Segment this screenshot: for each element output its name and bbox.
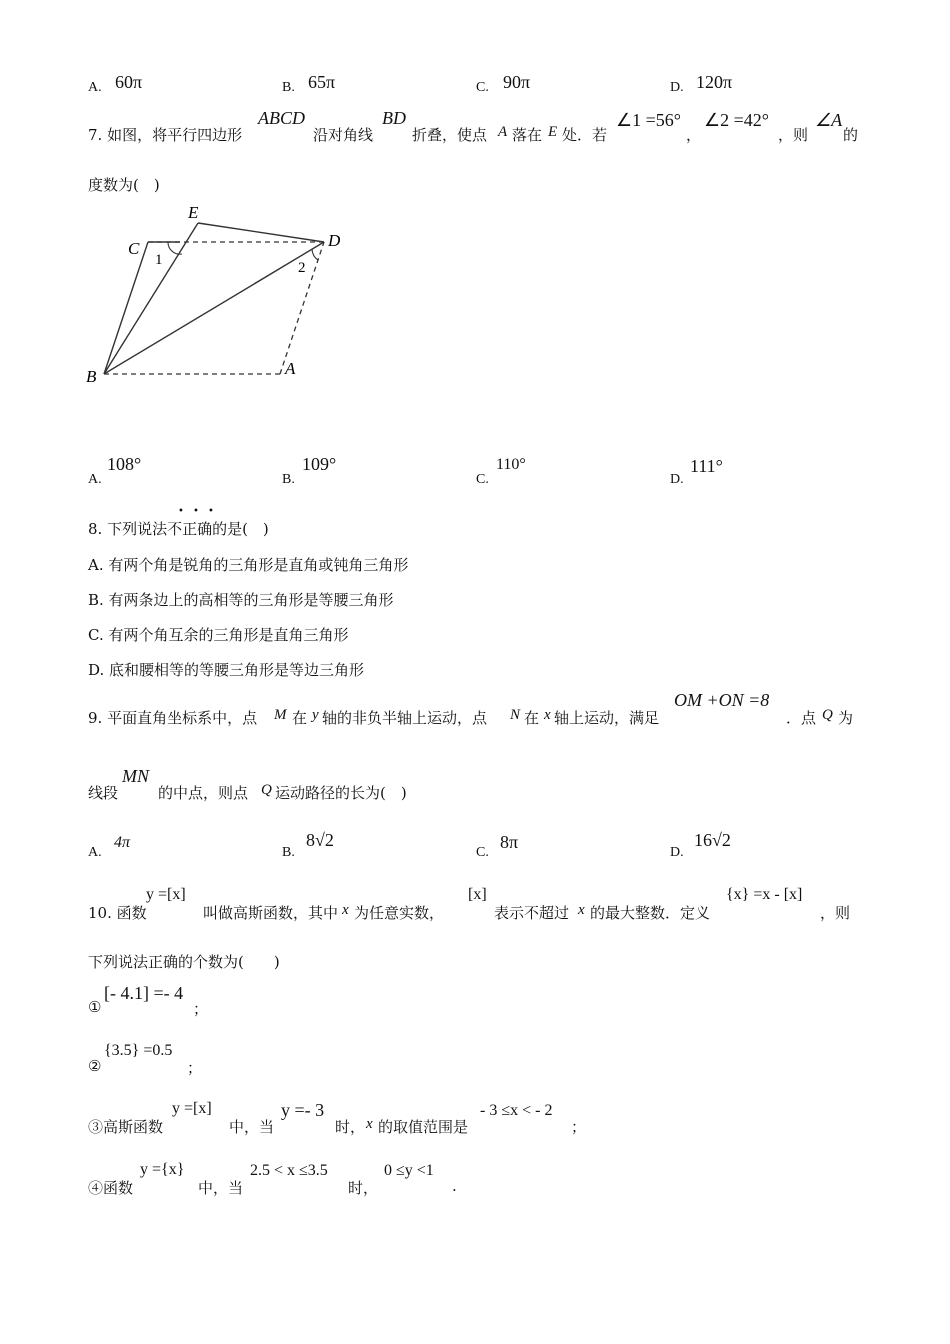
q7-text-3c: 处．若 <box>562 126 608 144</box>
q7-option-a-value: 108° <box>107 454 142 474</box>
q10-s4-c: 时， <box>348 1179 379 1197</box>
q9-var-y: y <box>312 707 319 723</box>
q6-option-b-value: 65π <box>308 72 336 92</box>
q10-text-4: 表示不超过 <box>494 904 570 922</box>
q9-option-a-value: 4π <box>114 834 131 851</box>
q9-text-6: ．点 <box>786 709 817 727</box>
emphasis-dot: • <box>208 506 214 517</box>
q10-s4-b: 中，当 <box>198 1179 244 1197</box>
q10-s3-end: ； <box>571 1118 587 1136</box>
q10-line-2: 下列说法正确的个数为( ) <box>88 953 280 971</box>
q6-option-c-value: 90π <box>503 72 531 92</box>
q7-option-b-value: 109° <box>302 454 337 474</box>
q9-option-c-value: 8π <box>500 832 519 852</box>
q9-option-d-letter: D. <box>670 845 684 860</box>
q9-text-2: 在 <box>292 709 308 727</box>
label-d: D <box>328 231 341 250</box>
q10-text-5: 的最大整数．定义 <box>590 904 711 922</box>
q7-var-e: E <box>548 124 558 140</box>
q7-text-2: 沿对角线 <box>313 126 374 144</box>
label-angle-2: 2 <box>298 260 306 276</box>
q7-option-b-letter: B. <box>282 472 295 487</box>
q7-math-angle-a: ∠A <box>815 110 843 130</box>
emphasis-dot: • <box>193 506 199 517</box>
q9-text-7: 为 <box>838 709 854 727</box>
q10-s4-m3: 0 ≤y <1 <box>384 1162 434 1179</box>
q10-var-x2: x <box>578 902 585 918</box>
q9-var-x: x <box>544 707 551 723</box>
q10-s3-c: 时， <box>335 1118 366 1136</box>
q10-s3-a: ③高斯函数 <box>88 1118 164 1136</box>
q7-option-d-letter: D. <box>670 472 684 487</box>
q10-s3-m2: y =- 3 <box>281 1100 325 1120</box>
q9-var-q2: Q <box>261 782 272 798</box>
q10-text-2: 叫做高斯函数，其中 <box>203 904 339 922</box>
q9-text-5: 轴上运动，满足 <box>554 709 660 727</box>
q9-math-sum: OM +ON =8 <box>674 690 770 710</box>
q7-text-6: 的 <box>843 126 859 144</box>
q6-option-d-value: 120π <box>696 72 733 92</box>
q10-s4-a: ④函数 <box>88 1179 134 1197</box>
q6-option-c-letter: C. <box>476 80 489 95</box>
angle-2-arc <box>312 249 318 260</box>
q10-s3-m1: y =[x] <box>172 1100 212 1117</box>
q9-math-mn: MN <box>122 766 149 786</box>
q10-s3-var-x: x <box>366 1116 373 1132</box>
q6-option-d-letter: D. <box>670 80 684 95</box>
q9-line2-c: 运动路径的长为( ) <box>275 784 407 802</box>
q10-s2-end: ； <box>187 1059 203 1077</box>
q10-s4-m1: y ={x} <box>140 1161 185 1178</box>
q8-stem: 8. 下列说法不正确的是( ) <box>88 520 269 538</box>
q7-math-angle2: ∠2 =42° <box>704 110 769 130</box>
q8-option-a: A. 有两个角是锐角的三角形是直角或钝角三角形 <box>88 556 409 574</box>
q10-s3-b: 中，当 <box>229 1118 275 1136</box>
q7-text-1: 7. 如图，将平行四边形 <box>88 126 243 144</box>
q7-text-5: ，则 <box>778 126 809 144</box>
q7-option-a-letter: A. <box>88 472 102 487</box>
q8-option-d: D. 底和腰相等的等腰三角形是等边三角形 <box>88 661 365 679</box>
q9-line2-a: 线段 <box>88 784 119 802</box>
q9-var-m: M <box>274 707 287 723</box>
q9-var-n: N <box>510 707 521 723</box>
diagonal-bd <box>104 242 324 374</box>
q10-s1-math: [- 4.1] =- 4 <box>104 983 184 1003</box>
label-c: C <box>128 239 140 258</box>
label-b: B <box>86 367 97 386</box>
q6-option-a-letter: A. <box>88 80 102 95</box>
q10-math-def: {x} =x - [x] <box>726 886 803 903</box>
q9-var-q: Q <box>822 707 833 723</box>
q7-text-3b: 落在 <box>512 126 543 144</box>
q10-s4-m2: 2.5 < x ≤3.5 <box>250 1162 328 1179</box>
q6-option-b-letter: B. <box>282 80 295 95</box>
q10-s3-d: 的取值范围是 <box>378 1118 469 1136</box>
q7-text-4: ， <box>686 126 702 144</box>
q10-s4-end: . <box>452 1177 457 1195</box>
q10-s3-m3: - 3 ≤x < - 2 <box>480 1102 553 1119</box>
q10-s1-mark: ① <box>88 998 102 1016</box>
q10-s1-end: ； <box>193 1000 209 1018</box>
q10-text-6: ，则 <box>820 904 851 922</box>
q10-text-1: 10. 函数 <box>88 904 147 922</box>
edge-ed <box>198 223 324 242</box>
q9-option-a-letter: A. <box>88 845 102 860</box>
edge-be <box>104 223 198 374</box>
q7-math-bd: BD <box>382 108 406 128</box>
q7-math-abcd: ABCD <box>258 108 305 128</box>
label-a: A <box>285 359 296 378</box>
q9-option-d-value: 16√2 <box>694 830 731 850</box>
q7-text-3a: 折叠，使点 <box>412 126 488 144</box>
q8-option-b: B. 有两条边上的高相等的三角形是等腰三角形 <box>88 591 394 609</box>
q9-text-1: 9. 平面直角坐标系中，点 <box>88 709 258 727</box>
label-e: E <box>188 203 199 222</box>
q7-line-2: 度数为( ) <box>88 176 160 194</box>
q10-var-x: x <box>342 902 349 918</box>
q10-text-3: 为任意实数， <box>354 904 445 922</box>
q7-option-c-value: 110° <box>496 456 526 473</box>
q9-line2-b: 的中点，则点 <box>158 784 249 802</box>
q8-option-c: C. 有两个角互余的三角形是直角三角形 <box>88 626 349 644</box>
q6-option-a-value: 60π <box>115 72 143 92</box>
q7-option-d-value: 111° <box>690 456 723 476</box>
q10-math-yx: y =[x] <box>146 886 186 903</box>
q10-s2-math: {3.5} =0.5 <box>104 1042 173 1059</box>
q10-s2-mark: ② <box>88 1057 102 1075</box>
edge-bc <box>104 242 148 374</box>
label-angle-1: 1 <box>155 252 163 268</box>
q10-math-x: [x] <box>468 886 487 903</box>
q7-math-angle1: ∠1 =56° <box>616 110 681 130</box>
q7-parallelogram-figure <box>82 198 362 388</box>
q9-option-b-letter: B. <box>282 845 295 860</box>
emphasis-dot: • <box>178 506 184 517</box>
q7-option-c-letter: C. <box>476 472 489 487</box>
q7-var-a: A <box>498 124 508 140</box>
q9-text-4: 在 <box>524 709 540 727</box>
q9-text-3: 轴的非负半轴上运动，点 <box>322 709 488 727</box>
q9-option-c-letter: C. <box>476 845 489 860</box>
q9-option-b-value: 8√2 <box>306 830 334 850</box>
